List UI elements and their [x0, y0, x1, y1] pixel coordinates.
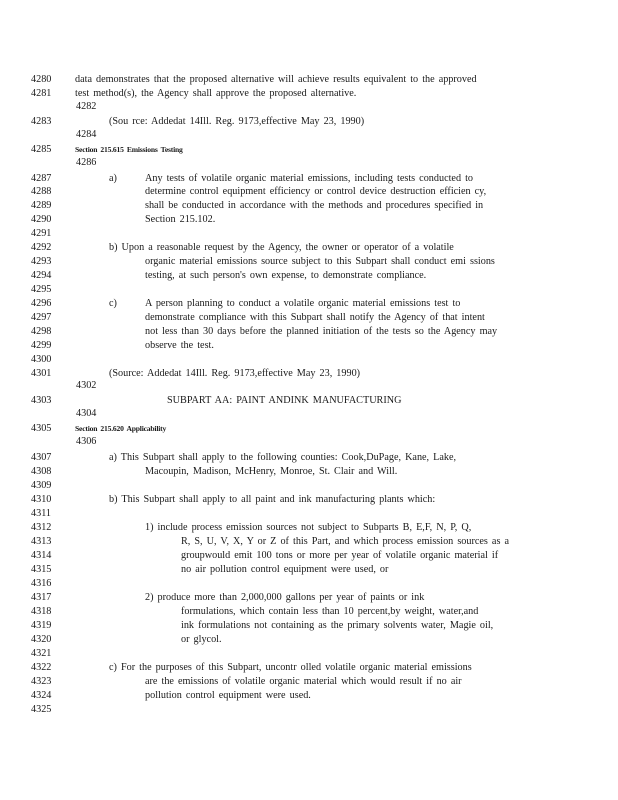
line-number: 4323: [31, 676, 52, 687]
line-number: 4292: [31, 242, 52, 253]
section-heading: Section 215.620 Applicability: [75, 424, 167, 433]
line-number: 4307: [31, 452, 52, 463]
line-number: 4311: [31, 508, 51, 519]
document-line: [0, 577, 618, 590]
line-text: demonstrate compliance with this Subpart shall notify the Agency of that intent: [145, 312, 485, 323]
line-text: test method(s), the Agency shall approve the proposed alternative.: [75, 88, 357, 99]
line-number: 4299: [31, 340, 52, 351]
line-text: are the emissions of volatile organic material which would result if no air: [145, 676, 462, 687]
line-number: 4304: [76, 408, 97, 419]
line-text: no air pollution control equipment were used, or: [181, 564, 389, 575]
line-text: (Sou rce: Addedat 14Ill. Reg. 9173,effective May 23, 1990): [109, 116, 365, 127]
line-number: 4305: [31, 423, 52, 434]
line-text: (Source: Addedat 14Ill. Reg. 9173,effective May 23, 1990): [109, 368, 361, 379]
line-number: 4317: [31, 592, 52, 603]
line-text: determine control equipment efficiency or control device destruction efficien cy,: [145, 186, 487, 197]
document-line: [0, 605, 618, 618]
document-line: [0, 633, 618, 646]
line-number: 4324: [31, 690, 52, 701]
line-text: shall be conducted in accordance with the methods and procedures specified in: [145, 200, 484, 211]
document-line: [0, 535, 618, 548]
document-line: [0, 507, 618, 520]
line-number: 4316: [31, 578, 52, 589]
line-number: 4295: [31, 284, 52, 295]
document-line: [0, 269, 618, 282]
line-number: 4308: [31, 466, 52, 477]
line-text: data demonstrates that the proposed alternative will achieve results equivalent to the approved: [75, 74, 477, 85]
document-line: [0, 227, 618, 240]
line-text: b) Upon a reasonable request by the Agency, the owner or operator of a volatile: [109, 242, 454, 253]
document-line: [0, 379, 618, 392]
line-number: 4309: [31, 480, 52, 491]
document-line: [0, 675, 618, 688]
line-text: c): [109, 298, 117, 309]
line-number: 4297: [31, 312, 52, 323]
document-line: [0, 339, 618, 352]
line-number: 4325: [31, 704, 52, 715]
line-number: 4320: [31, 634, 52, 645]
line-text: 2) produce more than 2,000,000 gallons per year of paints or ink: [145, 592, 425, 603]
document-line: [0, 549, 618, 562]
line-number: 4290: [31, 214, 52, 225]
document-line: [0, 689, 618, 702]
line-number: 4289: [31, 200, 52, 211]
line-number: 4300: [31, 354, 52, 365]
document-line: [0, 591, 618, 604]
line-number: 4301: [31, 368, 52, 379]
line-number: 4284: [76, 129, 97, 140]
document-line: [0, 479, 618, 492]
line-text: A person planning to conduct a volatile organic material emissions test to: [145, 298, 461, 309]
document-line: [0, 128, 618, 141]
line-text: not less than 30 days before the planned initiation of the tests so the Agency may: [145, 326, 498, 337]
line-number: 4285: [31, 144, 52, 155]
line-number: 4318: [31, 606, 52, 617]
line-text: Section 215.102.: [145, 214, 216, 225]
line-number: 4282: [76, 101, 97, 112]
line-number: 4280: [31, 74, 52, 85]
document-line: [0, 325, 618, 338]
line-number: 4312: [31, 522, 52, 533]
document-line: [0, 353, 618, 366]
line-number: 4322: [31, 662, 52, 673]
document-line: [0, 435, 618, 448]
document-line: [0, 255, 618, 268]
line-number: 4319: [31, 620, 52, 631]
document-line: [0, 199, 618, 212]
line-number: 4286: [76, 157, 97, 168]
document-line: [0, 394, 618, 407]
line-number: 4315: [31, 564, 52, 575]
line-number: 4306: [76, 436, 97, 447]
line-number: 4303: [31, 395, 52, 406]
line-text: organic material emissions source subject to this Subpart shall conduct emi ssions: [145, 256, 495, 267]
line-number: 4283: [31, 116, 52, 127]
document-line: [0, 465, 618, 478]
line-text: R, S, U, V, X, Y or Z of this Part, and which process emission sources as a: [181, 536, 509, 547]
line-text: 1) include process emission sources not subject to Subparts B, E,F, N, P, Q,: [145, 522, 472, 533]
line-number: 4314: [31, 550, 52, 561]
document-line: [0, 422, 618, 435]
line-number: 4298: [31, 326, 52, 337]
document-line: [0, 493, 618, 506]
document-line: [0, 563, 618, 576]
line-number: 4294: [31, 270, 52, 281]
line-text: SUBPART AA: PAINT ANDINK MANUFACTURING: [167, 395, 402, 406]
line-text: formulations, which contain less than 10 percent,by weight, water,and: [181, 606, 479, 617]
line-number: 4293: [31, 256, 52, 267]
document-line: [0, 521, 618, 534]
line-text: a): [109, 173, 117, 184]
document-line: [0, 143, 618, 156]
line-number: 4313: [31, 536, 52, 547]
line-number: 4296: [31, 298, 52, 309]
document-line: [0, 647, 618, 660]
line-text: pollution control equipment were used.: [145, 690, 311, 701]
line-number: 4288: [31, 186, 52, 197]
line-number: 4321: [31, 648, 52, 659]
line-number: 4281: [31, 88, 52, 99]
document-line: [0, 451, 618, 464]
document-line: [0, 87, 618, 100]
line-number: 4310: [31, 494, 52, 505]
document-line: [0, 297, 618, 310]
line-text: Macoupin, Madison, McHenry, Monroe, St. Clair and Will.: [145, 466, 398, 477]
line-text: testing, at such person's own expense, to demonstrate compliance.: [145, 270, 427, 281]
line-text: Any tests of volatile organic material emissions, including tests conducted to: [145, 173, 474, 184]
document-line: [0, 241, 618, 254]
line-number: 4302: [76, 380, 97, 391]
document-line: [0, 115, 618, 128]
line-text: or glycol.: [181, 634, 222, 645]
line-number: 4291: [31, 228, 52, 239]
document-line: [0, 703, 618, 716]
document-line: [0, 172, 618, 185]
document-line: [0, 73, 618, 86]
document-line: [0, 185, 618, 198]
document-line: [0, 156, 618, 169]
line-text: ink formulations not containing as the primary solvents water, Magie oil,: [181, 620, 494, 631]
document-line: [0, 100, 618, 113]
line-text: c) For the purposes of this Subpart, uncontr olled volatile organic material emissions: [109, 662, 472, 673]
line-text: groupwould emit 100 tons or more per year of volatile organic material if: [181, 550, 499, 561]
document-line: [0, 283, 618, 296]
line-text: observe the test.: [145, 340, 214, 351]
document-line: [0, 407, 618, 420]
line-text: a) This Subpart shall apply to the following counties: Cook,DuPage, Kane, Lake,: [109, 452, 457, 463]
section-heading: Section 215.615 Emissions Testing: [75, 145, 183, 154]
document-line: [0, 619, 618, 632]
document-line: [0, 661, 618, 674]
document-line: [0, 213, 618, 226]
line-number: 4287: [31, 173, 52, 184]
line-text: b) This Subpart shall apply to all paint and ink manufacturing plants which:: [109, 494, 436, 505]
document-line: [0, 311, 618, 324]
